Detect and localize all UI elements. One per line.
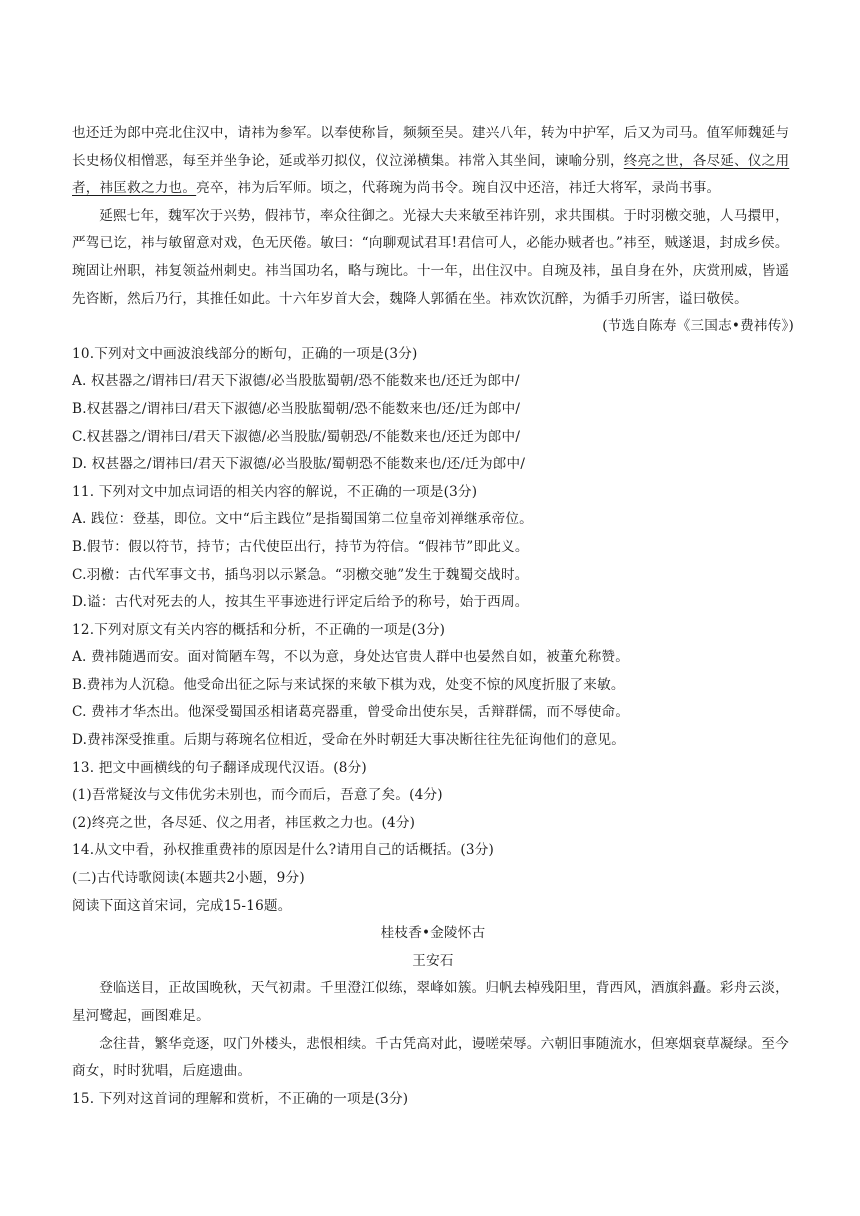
q10-stem: 10.下列对文中画波浪线部分的断句，正确的一项是(3分) <box>72 345 418 362</box>
q15-stem: 15. 下列对这首词的理解和赏析，不正确的一项是(3分) <box>72 1090 409 1107</box>
passage-paragraph-1 <box>72 120 794 203</box>
q11-stem: 11. 下列对文中加点词语的相关内容的解说，不正确的一项是(3分) <box>72 483 478 500</box>
q12-stem: 12.下列对原文有关内容的概括和分析，不正确的一项是(3分) <box>72 621 446 638</box>
passage-paragraph-2: 延熙七年，魏军次于兴势，假祎节，率众往御之。光禄大夫来敏至祎许别，求共围棋。于时羽檄交驰，人马擐甲，严驾已讫，祎与敏留意对戏，色无厌倦。敏曰：“向聊观试君耳!君信可人，必能办贼者也。”祎至，贼遂退，封成乡侯。琬固让州职，祎复领益州刺史。祎当国功名，略与琬比。十一年，出住汉中。自琬及祎，虽自身在外，庆赏刑威，皆遥先咨断，然后乃行，其推任如此。十六年岁首大会，魏降人郭循在坐。祎欢饮沉醉，为循手刃所害，谥曰敬侯。 <box>72 207 790 307</box>
passage-source: (节选自陈寿《三国志•费祎传》) <box>602 318 794 335</box>
q12-option-d: D.费祎深受推重。后期与蒋琬名位相近，受命在外时朝廷大事决断往往先征询他们的意见。 <box>72 732 626 749</box>
q13-item-1: (1)吾常疑汝与文伟优劣未别也，而今而后，吾意了矣。(4分) <box>72 787 443 804</box>
q11-option-b: B.假节：假以符节，持节；古代使臣出行，持节为符信。“假祎节”即此义。 <box>72 538 529 555</box>
q12-option-a: A. 费祎随遇而安。面对简陋车驾，不以为意，身处达官贵人群中也晏然自如，被董允称赞。 <box>72 649 630 666</box>
q13-stem: 13. 把文中画横线的句子翻译成现代汉语。(8分) <box>72 759 367 776</box>
page-content <box>72 120 794 1113</box>
q10-option-a: A. 权甚器之/谓祎曰/君天下淑德/必当股肱蜀朝/恐不能数来也/还迁为郎中/ <box>72 373 520 390</box>
section2-intro: 阅读下面这首宋词，完成15-16题。 <box>72 897 292 914</box>
q10-option-d: D. 权甚器之/谓祎曰/君天下淑德/必当股肱/蜀朝恐不能数来也/还/迁为郎中/ <box>72 456 526 473</box>
section2-heading: (二)古代诗歌阅读(本题共2小题，9分) <box>72 870 305 887</box>
q11-option-d: D.谥：古代对死去的人，按其生平事迹进行评定后给予的称号，始于西周。 <box>72 594 529 611</box>
q10-option-b: B.权甚器之/谓祎曰/君天下淑德/必当股肱蜀朝/恐不能数来也/还/迁为郎中/ <box>72 400 521 417</box>
passage-p1-underlined-sentence: 终亮之世，各尽延、仪之用者，祎匡救之力也。 <box>72 152 790 197</box>
passage-p1-pre: 也还迁为郎中亮北住汉中，请祎为参军。以奉使称旨，频频至吴。建兴八年，转为中护军，后又为司马。值军师魏延与长史杨仪相憎恶，每至并坐争论，延或举刃拟仪，仪泣涕横集。祎常入其坐间，谏喻分别， <box>72 125 790 169</box>
q12-option-b: B.费祎为人沉稳。他受命出征之际与来试探的来敏下棋为戏，处变不惊的风度折服了来敏。 <box>72 676 625 693</box>
poem-stanza-2: 念往昔，繁华竞逐，叹门外楼头，悲恨相续。千古凭高对此，谩嗟荣辱。六朝旧事随流水，但寒烟衰草凝绿。至今商女，时时犹唱，后庭遗曲。 <box>72 1035 789 1080</box>
q13-item-2: (2)终亮之世，各尽延、仪之用者，祎匡救之力也。(4分) <box>72 814 416 831</box>
q11-option-c: C.羽檄：古代军事文书，插鸟羽以示紧急。“羽檄交驰”发生于魏蜀交战时。 <box>72 566 529 583</box>
poem-stanza-1: 登临送目，正故国晚秋，天气初肃。千里澄江似练，翠峰如簇。归帆去棹残阳里，背西风，酒旗斜矗。彩舟云淡，星河鹭起，画图难足。 <box>72 980 789 1024</box>
q10-option-c: C.权甚器之/谓祎曰/君天下淑德/必当股肱/蜀朝恐/不能数来也/还迁为郎中/ <box>72 428 521 445</box>
q11-option-a: A. 践位：登基，即位。文中“后主践位”是指蜀国第二位皇帝刘禅继承帝位。 <box>72 511 533 528</box>
passage-p1-post: 亮卒，祎为后军师。顷之，代蒋琬为尚书令。琬自汉中还涪，祎迁大将军，录尚书事。 <box>196 180 721 197</box>
poem-title: 桂枝香•金陵怀古 <box>380 925 486 942</box>
q12-option-c: C. 费祎才华杰出。他深受蜀国丞相诸葛亮器重，曾受命出使东吴，舌辩群儒，而不辱使命。 <box>72 704 630 721</box>
poem-author: 王安石 <box>412 952 454 969</box>
q14-stem: 14.从文中看，孙权推重费祎的原因是什么?请用自己的话概括。(3分) <box>72 842 494 859</box>
